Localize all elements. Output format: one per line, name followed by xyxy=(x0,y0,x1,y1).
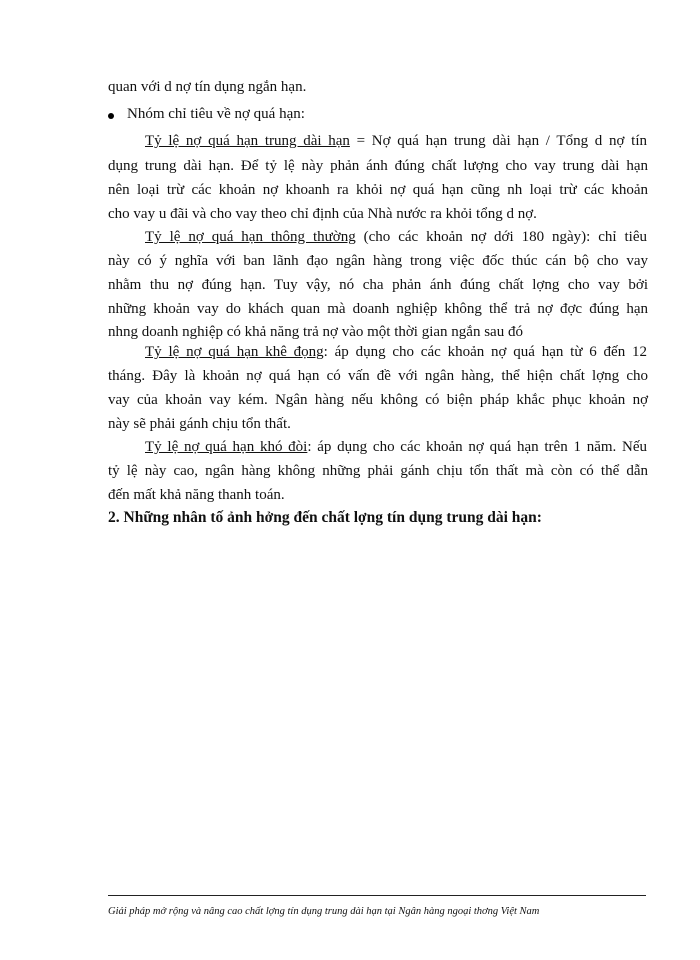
paragraph-line: nên loại trừ các khoản nợ khoanh ra khỏi nợ quá hạn cũng nh loại trừ các khoản xyxy=(108,182,648,198)
text-span: : áp dụng cho các khoản nợ quá hạn từ 6 đến 12 xyxy=(323,344,647,360)
paragraph-line: những khoản vay do khách quan mà doanh nghiệp không thể trả nợ đợc đúng hạn xyxy=(108,301,648,317)
text-span: : áp dụng cho các khoản nợ quá hạn trên 1 năm. Nếu xyxy=(307,439,648,455)
term-overdue-normal: Tỷ lệ nợ quá hạn thông thường xyxy=(145,229,356,245)
paragraph-line xyxy=(145,341,647,363)
term-overdue-medium-long: Tỷ lệ nợ quá hạn trung dài hạn xyxy=(145,133,350,149)
term-overdue-doubtful: Tỷ lệ nợ quá hạn khó đòi xyxy=(145,439,308,455)
paragraph-line: nhng doanh nghiệp có khả năng trả nợ vào một thời gian ngắn sau đó xyxy=(108,324,523,340)
bullet-item: Nhóm chỉ tiêu về nợ quá hạn: xyxy=(127,106,305,122)
paragraph-line: tỷ lệ này cao, ngân hàng không những phải gánh chịu tổn thất mà còn có thể dẫn xyxy=(108,463,648,479)
paragraph-line: dụng trung dài hạn. Để tỷ lệ này phản ánh đúng chất lượng cho vay trung dài hạn xyxy=(108,158,648,174)
bullet-icon xyxy=(108,113,114,119)
footer-text: Giải pháp mở rộng và nâng cao chất lợng tín dụng trung dài hạn tại Ngân hàng ngoại thơng Việt Nam xyxy=(108,906,540,917)
text-span: (cho các khoản nợ dới 180 ngày): chỉ tiêu xyxy=(355,229,647,245)
paragraph-line xyxy=(145,436,647,458)
paragraph-line xyxy=(145,226,647,248)
section-heading: 2. Những nhân tố ảnh hởng đến chất lợng tín dụng trung dài hạn: xyxy=(108,509,542,526)
footer-divider xyxy=(108,895,646,896)
paragraph-line: đến mất khả năng thanh toán. xyxy=(108,487,285,503)
paragraph-line: tháng. Đây là khoản nợ quá hạn có vấn đề với ngân hàng, thể hiện chất lợng cho xyxy=(108,368,648,384)
paragraph-line: vay của khoản vay kém. Ngân hàng nếu không có biện pháp khắc phục khoản nợ xyxy=(108,392,648,408)
paragraph-line: này có ý nghĩa với ban lãnh đạo ngân hàng trong việc đốc thúc cán bộ cho vay xyxy=(108,253,648,269)
paragraph-line: nhằm thu nợ đúng hạn. Tuy vậy, nó cha phản ánh đúng chất lợng cho vay bởi xyxy=(108,277,648,293)
text-line: quan với d nợ tín dụng ngắn hạn. xyxy=(108,79,307,95)
text-span: = Nợ quá hạn trung dài hạn / Tổng d nợ tín xyxy=(349,133,647,149)
term-overdue-stagnant: Tỷ lệ nợ quá hạn khê đọng xyxy=(145,344,324,360)
paragraph-line xyxy=(145,130,647,152)
paragraph-line: này sẽ phải gánh chịu tổn thất. xyxy=(108,416,291,432)
paragraph-line: cho vay u đãi và cho vay theo chỉ định của Nhà nước ra khỏi tổng d nợ. xyxy=(108,206,537,222)
